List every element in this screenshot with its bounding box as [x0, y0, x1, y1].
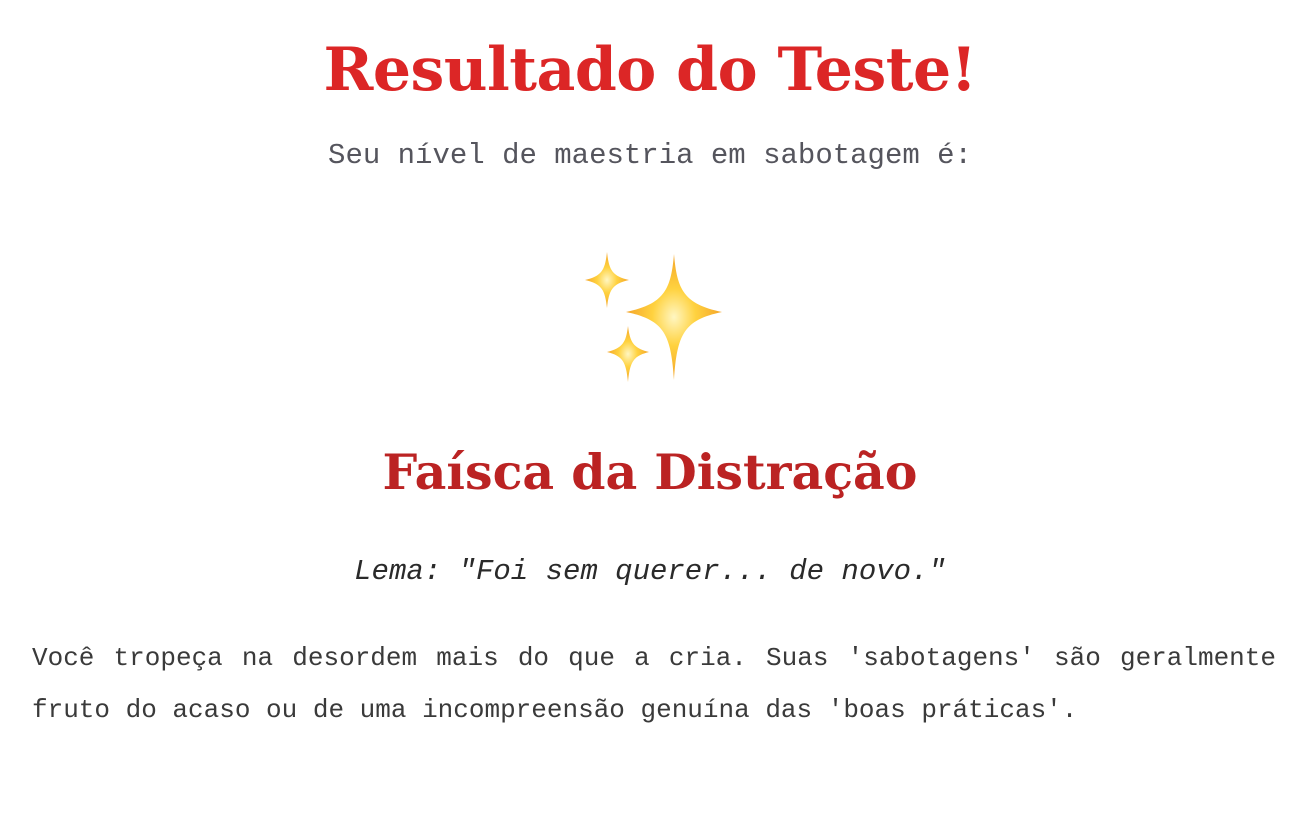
- result-subtitle: Seu nível de maestria em sabotagem é:: [328, 139, 972, 172]
- sparkle-large: [626, 254, 722, 380]
- level-motto: Lema: "Foi sem querer... de novo.": [354, 555, 946, 588]
- result-title: Resultado do Teste!: [323, 35, 977, 105]
- sparkle-small-bottom: [607, 326, 649, 382]
- level-description: Você tropeça na desordem mais do que a cria. Suas 'sabotagens' são geralmente fruto do acaso ou de uma incompreensão genuína das 'boas práticas'.: [32, 643, 1276, 725]
- sparkles-icon: [580, 246, 730, 386]
- sabotage-level-name: Faísca da Distração: [382, 443, 918, 501]
- sparkle-small-top: [585, 252, 629, 308]
